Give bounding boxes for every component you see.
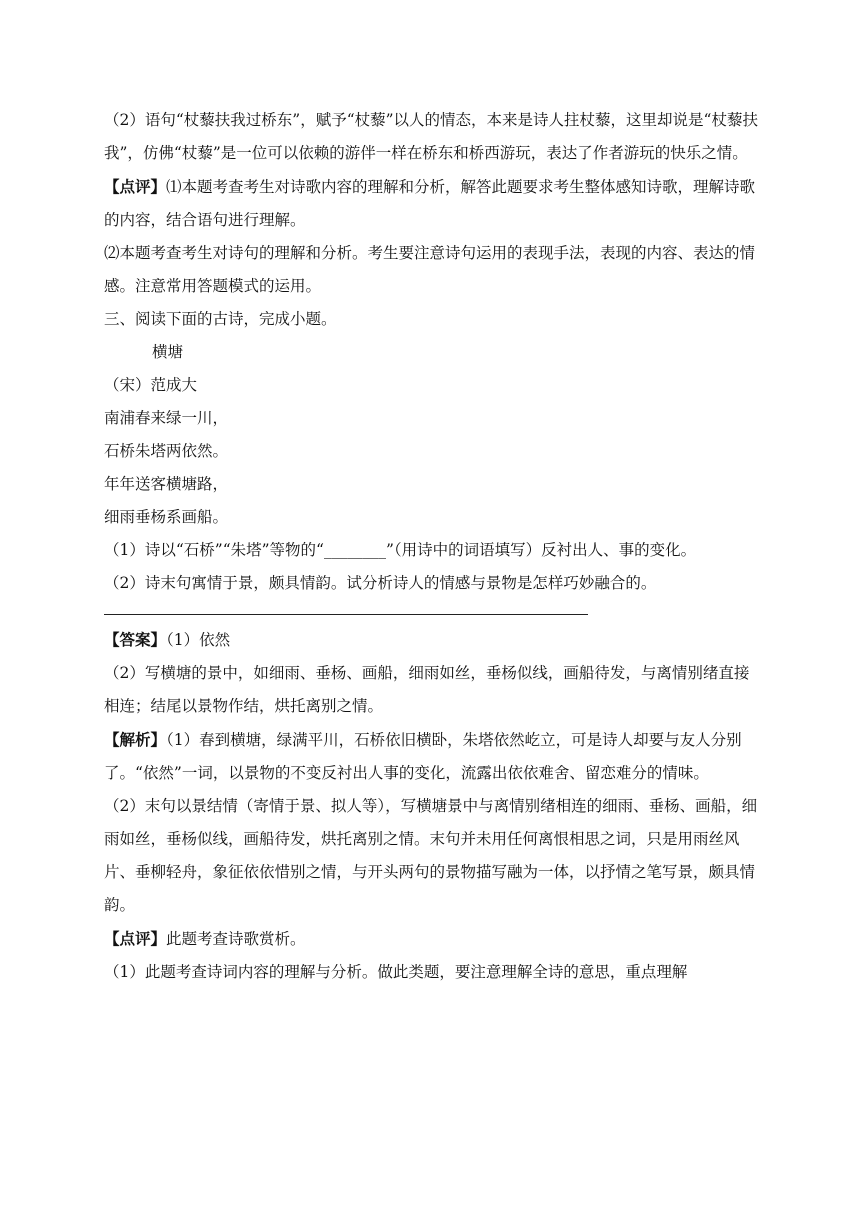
comment-1: （1）此题考查诗词内容的理解与分析。做此类题，要注意理解全诗的意思，重点理解 [104,963,688,981]
analysis-1 [104,723,760,790]
prev-comment-1-text: ⑴本题考查考生对诗歌内容的理解和分析，解答此题要求考生整体感知诗歌，理解诗歌的内容，结合语句进行理解。 [104,178,756,229]
poem-line-2: 石桥朱塔两依然。 [104,442,229,460]
comment-text: 此题考查诗歌赏析。 [166,930,306,948]
prev-answer-item-2: （2）语句“杖藜扶我过桥东”，赋予“杖藜”以人的情态，本来是诗人拄杖藜，这里却说是“杖藜扶我”，仿佛“杖藜”是一位可以依赖的游伴一样在桥东和桥西游玩，表达了作者游玩的快乐之情。 [104,111,758,162]
question-1-after: ”（用诗中的词语填写）反衬出人、事的变化。 [385,541,697,559]
answer-line-divider [104,614,588,615]
answer-1 [104,623,760,657]
analysis-1-text: （1）春到横塘，绿满平川，石桥依旧横卧，朱塔依然屹立，可是诗人却要与友人分别了。“依然”一词，以景物的不变反衬出人事的变化，流露出依依难舍、留恋难分的情味。 [104,731,742,782]
prev-comment-tag: 【点评】 [104,177,167,196]
answer-tag: 【答案】 [104,630,167,649]
question-2: （2）诗末句寓情于景，颇具情韵。试分析诗人的情感与景物是怎样巧妙融合的。 [104,574,657,592]
prev-comment-1 [104,170,760,237]
analysis-tag: 【解析】 [104,730,167,749]
poem-line-4: 细雨垂杨系画船。 [104,508,229,526]
comment-heading [104,922,760,956]
question-1-blank: ________ [323,541,386,559]
answer-1-text: （1）依然 [166,631,231,649]
question-1-before: （1）诗以“石桥”“朱塔”等物的“ [104,541,324,559]
answer-2: （2）写横塘的景中，如细雨、垂杨、画船，细雨如丝，垂杨似线，画船待发，与离情别绪直接相连；结尾以景物作结，烘托离别之情。 [104,664,750,715]
question-1 [104,534,760,567]
poem-title: 横塘 [152,343,184,361]
prev-comment-2: ⑵本题考查考生对诗句的理解和分析。考生要注意诗句运用的表现手法，表现的内容、表达的情感。注意常用答题模式的运用。 [104,244,756,295]
analysis-2: （2）末句以景结情（寄情于景、拟人等），写横塘景中与离情别绪相连的细雨、垂杨、画船，细雨如丝，垂杨似线，画船待发，烘托离别之情。末句并未用任何离恨相思之词，只是用雨丝风片、垂柳轻舟，象征依依惜别之情，与开头两句的景物描写融为一体，以抒情之笔写景，颇具情韵。 [104,797,758,914]
document-content [104,104,760,989]
comment-tag: 【点评】 [104,929,167,948]
poem-author: （宋）范成大 [104,376,198,394]
poem-line-3: 年年送客横塘路， [104,475,229,493]
section-heading: 三、阅读下面的古诗，完成小题。 [104,310,337,328]
poem-line-1: 南浦春来绿一川， [104,409,229,427]
